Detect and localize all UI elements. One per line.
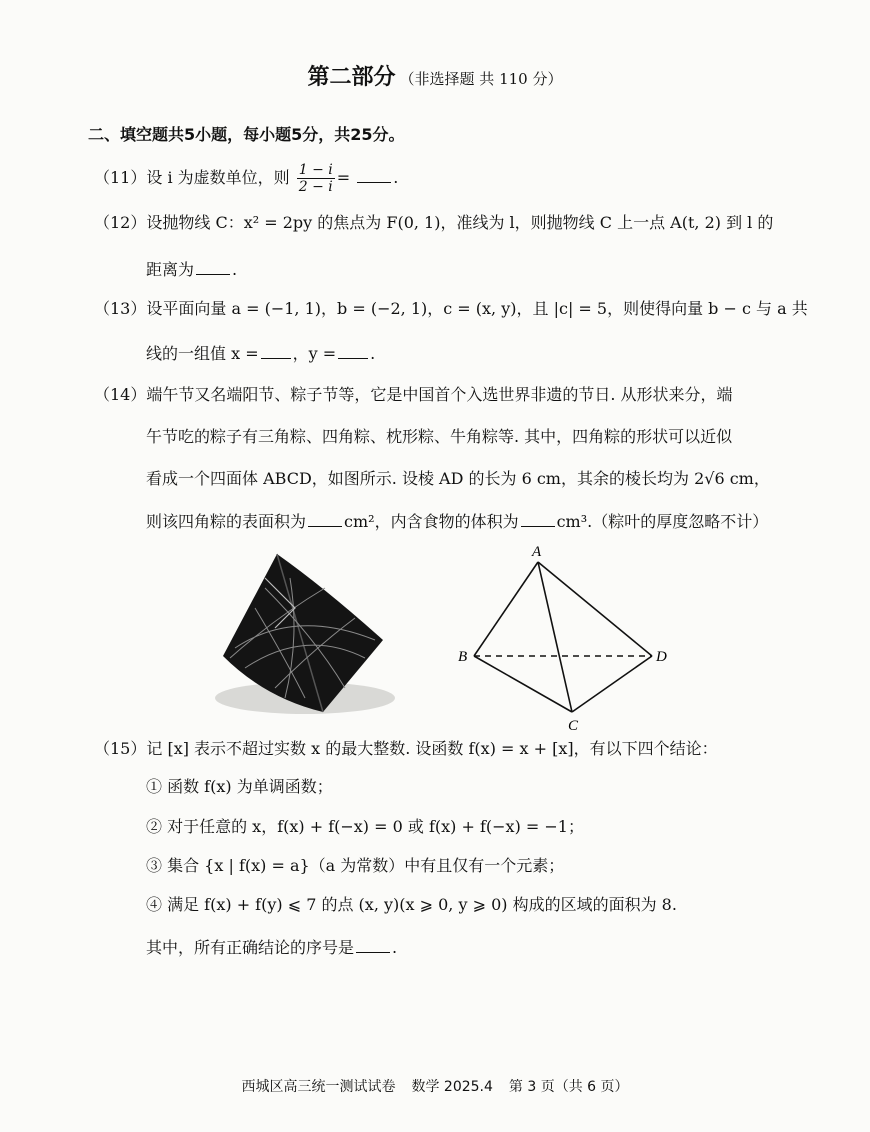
label-C: C <box>568 718 579 734</box>
footer-subject: 数学 2025.4 <box>411 1079 493 1095</box>
q15-conclusion-4: ④ 满足 f(x) + f(y) ⩽ 7 的点 (x, y)(x ⩾ 0, y ⩾ 0) 构成的区域的面积为 8. <box>146 895 677 914</box>
q11-tail: . <box>393 168 399 187</box>
q15-conclusion-2: ② 对于任意的 x，f(x) + f(−x) = 0 或 f(x) + f(−x) = −1； <box>146 817 584 836</box>
q12-line2 <box>146 258 237 281</box>
q15-intro: 记 [x] 表示不超过实数 x 的最大整数. 设函数 f(x) = x + [x]，有以下四个结论： <box>146 739 718 758</box>
q12-tail: . <box>232 260 238 279</box>
q11-answer-blank[interactable] <box>357 166 391 183</box>
part-title <box>0 60 870 91</box>
question-13 <box>94 298 808 320</box>
q14-line4-b: cm²，内含食物的体积为 <box>344 512 519 531</box>
q11-frac-num: 1 − i <box>298 162 333 178</box>
q15-ask-text: 其中，所有正确结论的序号是 <box>146 938 355 957</box>
q13-line1: 设平面向量 a = (−1, 1)，b = (−2, 1)，c = (x, y)，且 |c| = 5，则使得向量 b − c 与 a 共 <box>146 299 808 318</box>
section-heading: 二、填空题共5小题，每小题5分，共25分。 <box>88 125 405 144</box>
q14-area-blank[interactable] <box>308 510 342 527</box>
q11-frac-den: 2 − i <box>298 179 333 195</box>
q15-answer-blank[interactable] <box>356 936 390 953</box>
q13-line2-a: 线的一组值 x = <box>146 344 259 363</box>
footer-exam: 西城区高三统一测试试卷 <box>241 1079 396 1095</box>
q11-text: 设 i 为虚数单位，则 <box>146 168 290 187</box>
q15-conclusion-1: ① 函数 f(x) 为单调函数； <box>146 777 333 796</box>
part-title-main: 第二部分 <box>307 65 396 90</box>
q11-number: （11） <box>94 168 147 187</box>
label-A: A <box>532 544 542 560</box>
tetrahedron-figure <box>452 542 692 734</box>
edge-AB <box>474 562 538 656</box>
q14-line2: 午节吃的粽子有三角粽、四角粽、枕形粽、牛角粽等. 其中，四角粽的形状可以近似 <box>146 427 733 446</box>
q14-line4-a: 则该四角粽的表面积为 <box>146 512 307 531</box>
question-15 <box>94 738 718 760</box>
q15-number: （15） <box>94 739 147 758</box>
question-11 <box>94 162 398 195</box>
label-D: D <box>656 649 667 665</box>
zongzi-photo <box>205 548 405 720</box>
question-12 <box>94 212 773 234</box>
q11-fraction <box>297 162 335 195</box>
q11-equals: = <box>336 168 356 187</box>
footer-page: 第 3 页（共 6 页） <box>508 1079 629 1095</box>
q14-line4-c: cm³.（粽叶的厚度忽略不计） <box>556 512 769 531</box>
page-footer <box>0 1076 870 1096</box>
q13-x-blank[interactable] <box>261 342 291 359</box>
q12-answer-blank[interactable] <box>196 258 230 275</box>
q15-ask <box>146 936 397 959</box>
q12-number: （12） <box>94 213 147 232</box>
edge-BC <box>474 656 572 712</box>
q12-line1: 设抛物线 C：x² = 2py 的焦点为 F(0, 1)，准线为 l，则抛物线 C 上一点 A(t, 2) 到 l 的 <box>146 213 774 232</box>
q15-tail: . <box>392 938 398 957</box>
q13-line2 <box>146 342 375 365</box>
q15-conclusion-3: ③ 集合 {x | f(x) = a}（a 为常数）中有且仅有一个元素； <box>146 856 565 875</box>
q14-line4 <box>146 510 768 533</box>
question-14 <box>94 384 733 406</box>
q13-y-blank[interactable] <box>338 342 368 359</box>
edge-AD <box>538 562 652 656</box>
edge-CD <box>572 656 652 712</box>
edge-AC <box>538 562 572 712</box>
q12-line2-text: 距离为 <box>146 260 195 279</box>
q14-volume-blank[interactable] <box>521 510 555 527</box>
q14-number: （14） <box>94 385 147 404</box>
q13-tail: . <box>370 344 376 363</box>
label-B: B <box>458 649 468 665</box>
part-title-sub: （非选择题 共 110 分） <box>399 70 563 88</box>
q13-number: （13） <box>94 299 147 318</box>
q13-line2-b: ，y = <box>292 344 337 363</box>
q14-line3: 看成一个四面体 ABCD，如图所示. 设棱 AD 的长为 6 cm，其余的棱长均为 2√6 cm， <box>146 469 770 488</box>
q14-line1: 端午节又名端阳节、粽子节等，它是中国首个入选世界非遗的节日. 从形状来分，端 <box>146 385 733 404</box>
